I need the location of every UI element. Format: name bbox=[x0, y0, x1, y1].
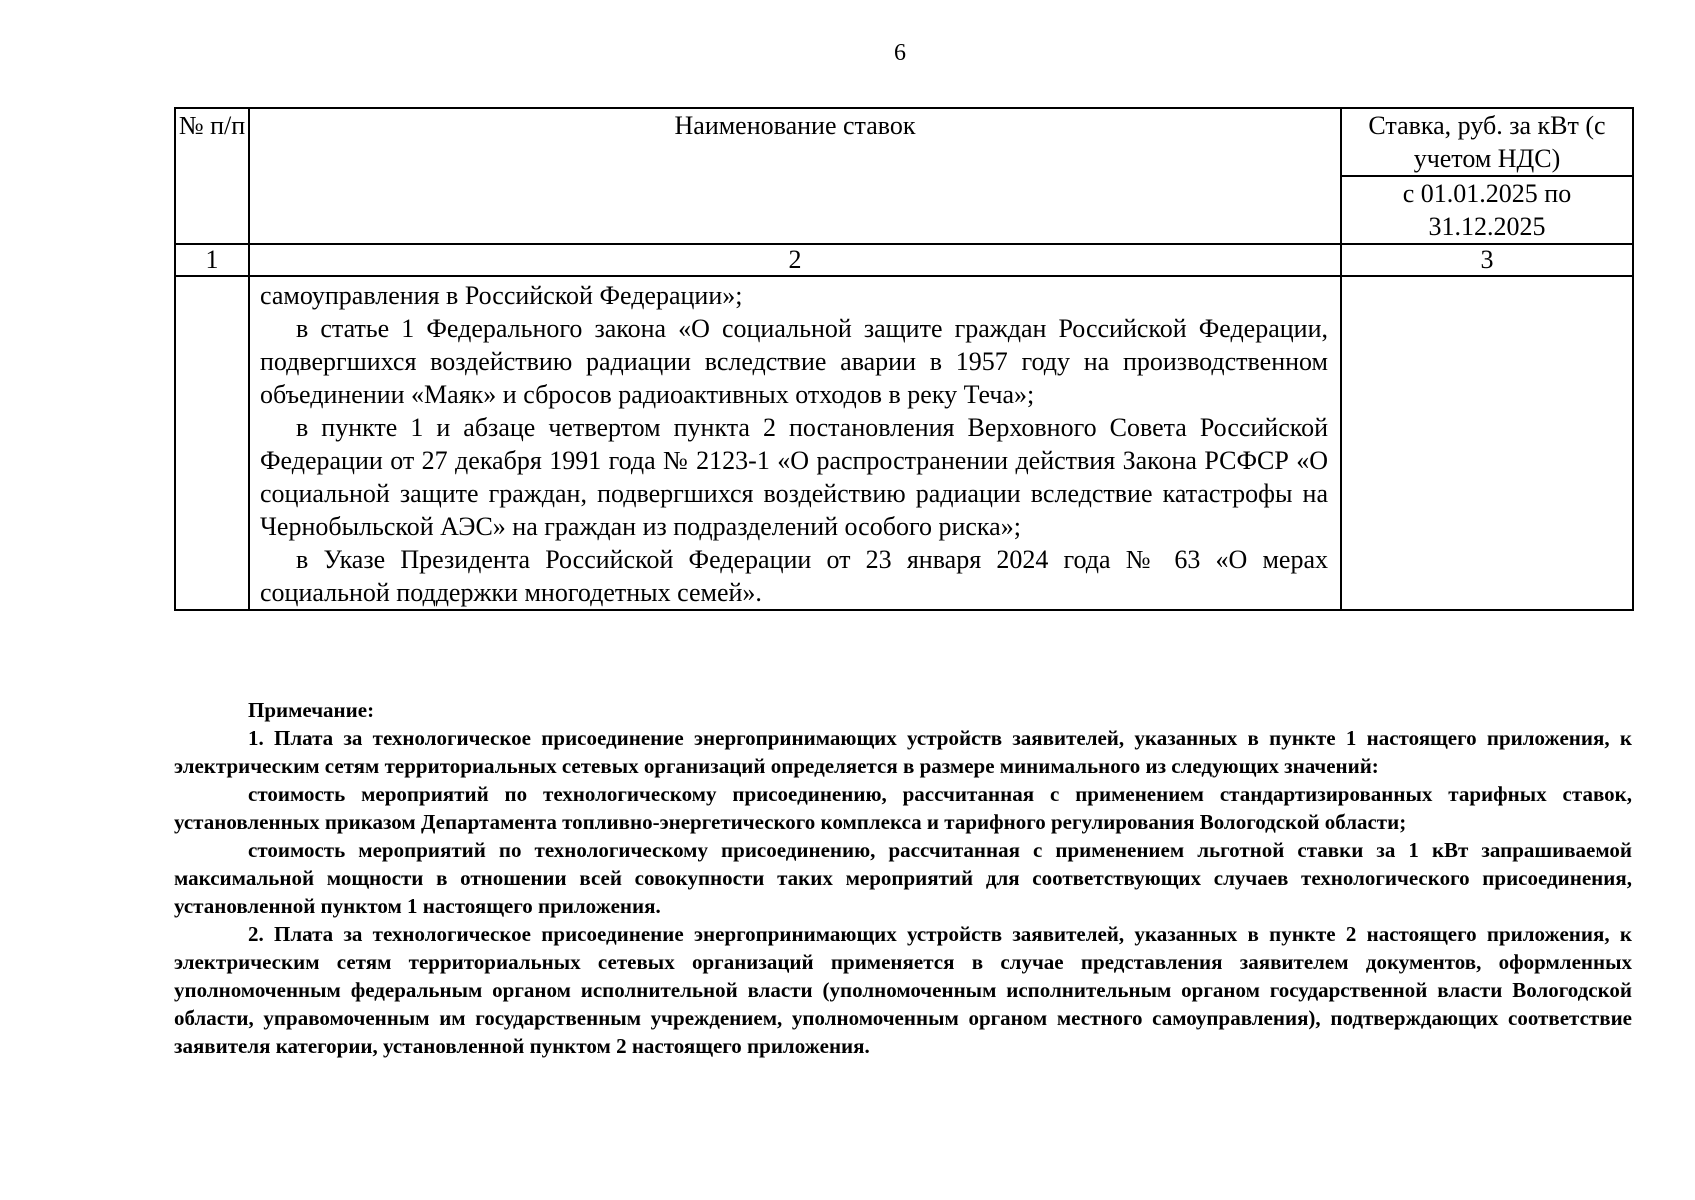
column-number-1: 1 bbox=[175, 244, 249, 276]
row-paragraph: самоуправления в Российской Федерации»; bbox=[260, 281, 743, 310]
note-paragraph: стоимость мероприятий по технологическому присоединению, рассчитанная с применением льготной ставки за 1 кВт запрашиваемой максимальной мощности в отношении всей совокупности таких мероприятий для соответствующих случаев технологического присоединения, установленной пунктом 1 настоящего приложения. bbox=[174, 838, 1632, 918]
rates-table bbox=[174, 107, 1634, 611]
row-paragraph: в статье 1 Федерального закона «О социальной защите граждан Российской Федерации, подвергшихся воздействию радиации вследствие аварии в 1957 году на производственном объединении «Маяк» и сбросов радиоактивных отходов в реку Теча»; bbox=[260, 314, 1328, 409]
header-rate-name: Наименование ставок bbox=[249, 108, 1341, 244]
page-number: 6 bbox=[894, 40, 906, 66]
row-text-cell bbox=[249, 276, 1341, 610]
row-number-cell bbox=[175, 276, 249, 610]
notes-title: Примечание: bbox=[248, 698, 375, 722]
column-number-row bbox=[175, 244, 1633, 276]
notes-section bbox=[174, 696, 1632, 1060]
note-paragraph: стоимость мероприятий по технологическому присоединению, рассчитанная с применением стандартизированных тарифных ставок, установленных приказом Департамента топливно-энергетического комплекса и тарифного регулирования Вологодской области; bbox=[174, 782, 1632, 834]
row-paragraph: в пункте 1 и абзаце четвертом пункта 2 постановления Верховного Совета Российской Федерации от 27 декабря 1991 года № 2123-1 «О распространении действия Закона РСФСР «О социальной защите граждан, подвергшихся воздействию радиации вследствие катастрофы на Чернобыльской АЭС» на граждан из подразделений особого риска»; bbox=[260, 413, 1328, 541]
table-row bbox=[175, 276, 1633, 610]
note-paragraph: 1. Плата за технологическое присоединение энергопринимающих устройств заявителей, указанных в пункте 1 настоящего приложения, к электрическим сетям территориальных сетевых организаций определяется в размере минимального из следующих значений: bbox=[174, 726, 1632, 778]
header-rate-value: Ставка, руб. за кВт (с учетом НДС) bbox=[1341, 108, 1633, 176]
note-paragraph: 2. Плата за технологическое присоединение энергопринимающих устройств заявителей, указанных в пункте 2 настоящего приложения, к электрическим сетям территориальных сетевых организаций применяется в случае представления заявителем документов, оформленных уполномоченным федеральным органом исполнительной власти (уполномоченным исполнительным органом государственной власти Вологодской области, управомоченным им государственным учреждением, уполномоченным органом местного самоуправления), подтверждающих соответствие заявителя категории, установленной пунктом 2 настоящего приложения. bbox=[174, 922, 1632, 1058]
header-number: № п/п bbox=[175, 108, 249, 244]
column-number-2: 2 bbox=[249, 244, 1341, 276]
row-paragraph: в Указе Президента Российской Федерации от 23 января 2024 года № 63 «О мерах социальной поддержки многодетных семей». bbox=[260, 545, 1328, 607]
column-number-3: 3 bbox=[1341, 244, 1633, 276]
table-header-row bbox=[175, 108, 1633, 176]
row-rate-cell bbox=[1341, 276, 1633, 610]
header-period: с 01.01.2025 по 31.12.2025 bbox=[1341, 176, 1633, 244]
